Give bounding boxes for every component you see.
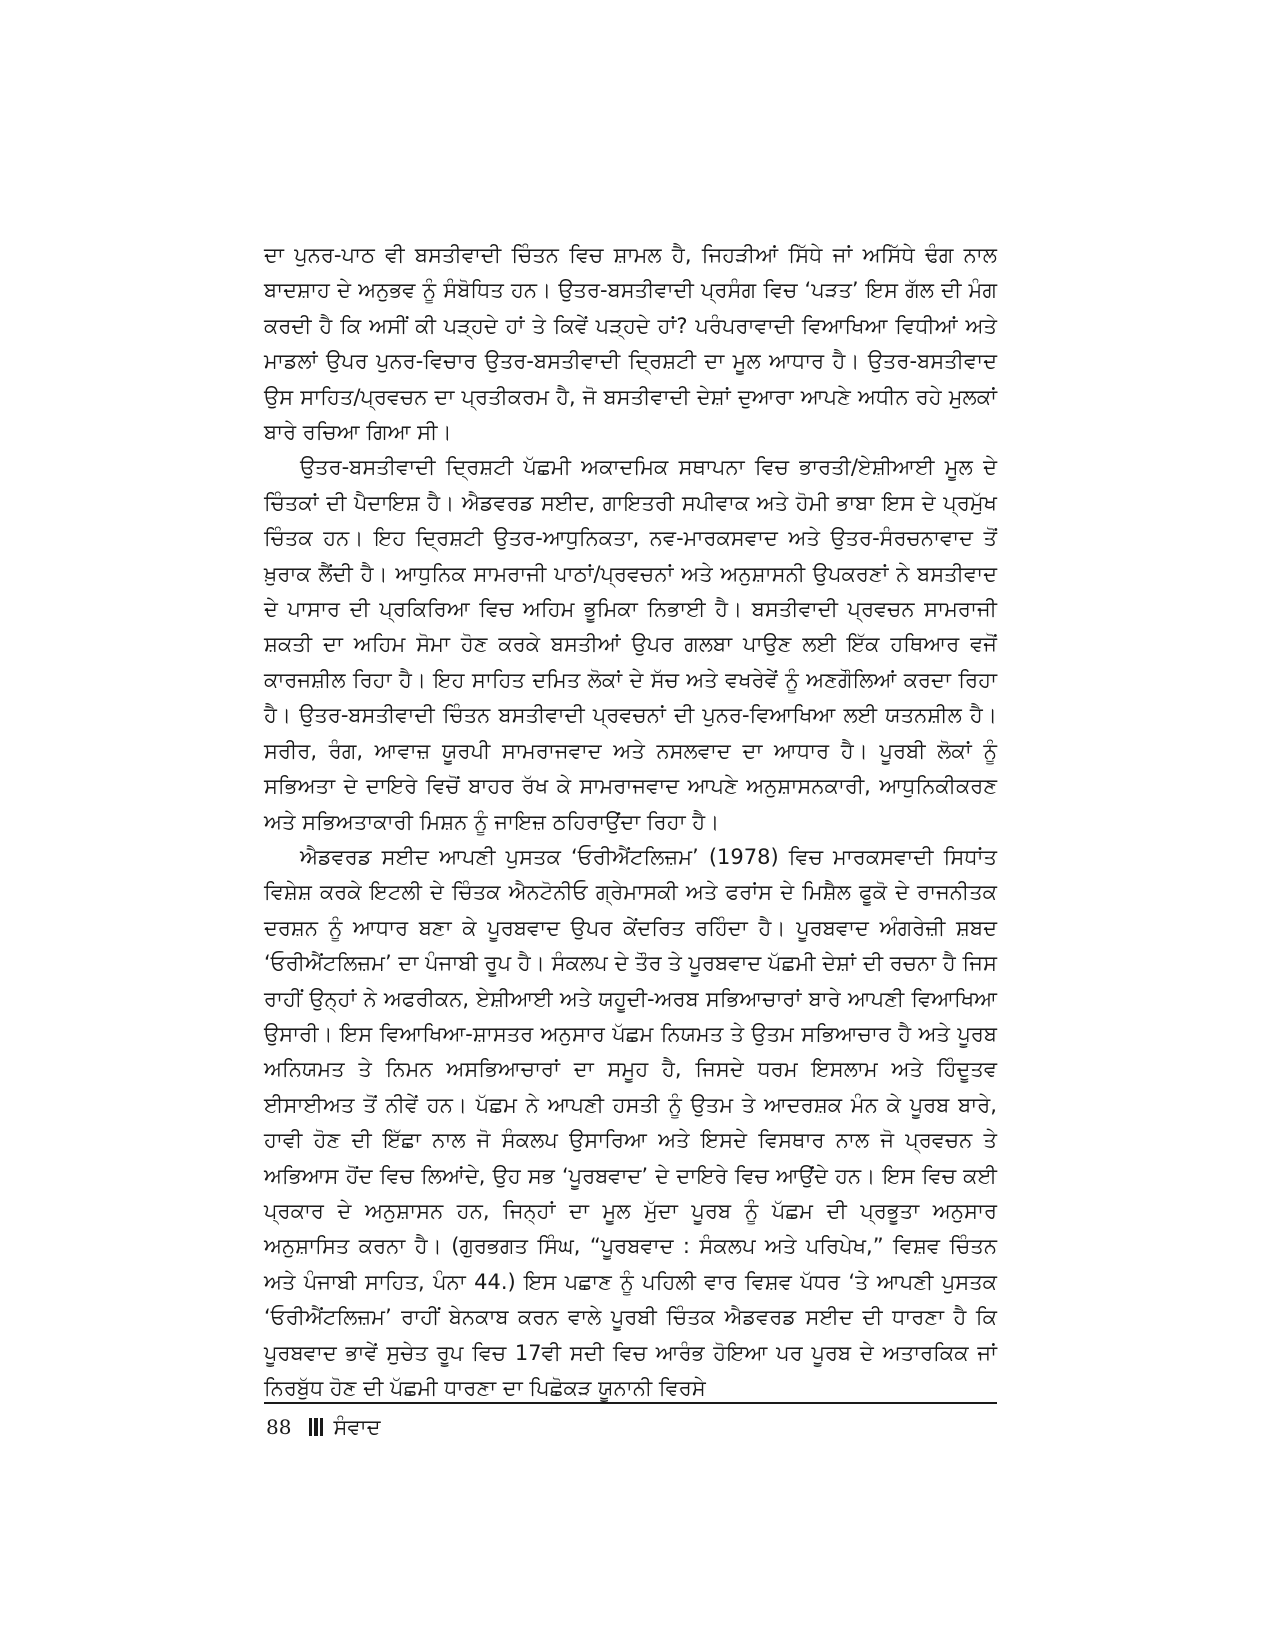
running-title: ਸੰਵਾਦ — [333, 1414, 381, 1439]
paragraph-2: ਉਤਰ-ਬਸਤੀਵਾਦੀ ਦ੍ਰਿਸ਼ਟੀ ਪੱਛਮੀ ਅਕਾਦਮਿਕ ਸਥਾਪਨਾ ਵਿਚ ਭਾਰਤੀ/ਏਸ਼ੀਆਈ ਮੂਲ ਦੇ ਚਿੰਤਕਾਂ ਦੀ ਪੈਦਾਇਸ਼ ਹੈ। ਐਡਵਰਡ ਸਈਦ, ਗਾਇਤਰੀ ਸਪੀਵਾਕ ਅਤੇ ਹੋਮੀ ਭਾਬਾ ਇਸ ਦੇ ਪ੍ਰਮੁੱਖ ਚਿੰਤਕ ਹਨ। ਇਹ ਦ੍ਰਿਸ਼ਟੀ ਉਤਰ-ਆਧੁਨਿਕਤਾ, ਨਵ-ਮਾਰਕਸਵਾਦ ਅਤੇ ਉਤਰ-ਸੰਰਚਨਾਵਾਦ ਤੋਂ ਖ਼ੁਰਾਕ ਲੈਂਦੀ ਹੈ। ਆਧੁਨਿਕ ਸਾਮਰਾਜੀ ਪਾਠਾਂ/ਪ੍ਰਵਚਨਾਂ ਅਤੇ ਅਨੁਸ਼ਾਸਨੀ ਉਪਕਰਣਾਂ ਨੇ ਬਸਤੀਵਾਦ ਦੇ ਪਾਸਾਰ ਦੀ ਪ੍ਰਕਿਰਿਆ ਵਿਚ ਅਹਿਮ ਭੂਮਿਕਾ ਨਿਭਾਈ ਹੈ। ਬਸਤੀਵਾਦੀ ਪ੍ਰਵਚਨ ਸਾਮਰਾਜੀ ਸ਼ਕਤੀ ਦਾ ਅਹਿਮ ਸੋਮਾ ਹੋਣ ਕਰਕੇ ਬਸਤੀਆਂ ਉਪਰ ਗਲਬਾ ਪਾਉਣ ਲਈ ਇੱਕ ਹਥਿਆਰ ਵਜੋਂ ਕਾਰਜਸ਼ੀਲ ਰਿਹਾ ਹੈ। ਇਹ ਸਾਹਿਤ ਦਮਿਤ ਲੋਕਾਂ ਦੇ ਸੱਚ ਅਤੇ ਵਖਰੇਵੇਂ ਨੂੰ ਅਣਗੌਲਿਆਂ ਕਰਦਾ ਰਿਹਾ ਹੈ। ਉਤਰ-ਬਸਤੀਵਾਦੀ ਚਿੰਤਨ ਬਸਤੀਵਾਦੀ ਪ੍ਰਵਚਨਾਂ ਦੀ ਪੁਨਰ-ਵਿਆਖਿਆ ਲਈ ਯਤਨਸ਼ੀਲ ਹੈ। ਸਰੀਰ, ਰੰਗ, ਆਵਾਜ਼ ਯੂਰਪੀ ਸਾਮਰਾਜਵਾਦ ਅਤੇ ਨਸਲਵਾਦ ਦਾ ਆਧਾਰ ਹੈ। ਪੂਰਬੀ ਲੋਕਾਂ ਨੂੰ ਸਭਿਅਤਾ ਦੇ ਦਾਇਰੇ ਵਿਚੋਂ ਬਾਹਰ ਰੱਖ ਕੇ ਸਾਮਰਾਜਵਾਦ ਆਪਣੇ ਅਨੁਸ਼ਾਸਨਕਾਰੀ, ਆਧੁਨਿਕੀਕਰਣ ਅਤੇ ਸਭਿਅਤਾਕਾਰੀ ਮਿਸ਼ਨ ਨੂੰ ਜਾਇਜ਼ ਠਹਿਰਾਉਂਦਾ ਰਿਹਾ ਹੈ। — [264, 455, 997, 834]
paragraph-3: ਐਡਵਰਡ ਸਈਦ ਆਪਣੀ ਪੁਸਤਕ ‘ਓਰੀਐਂਟਲਿਜ਼ਮ’ (1978) ਵਿਚ ਮਾਰਕਸਵਾਦੀ ਸਿਧਾਂਤ ਵਿਸ਼ੇਸ਼ ਕਰਕੇ ਇਟਲੀ ਦੇ ਚਿੰਤਕ ਐਨਟੋਨੀਓ ਗ੍ਰੇਮਾਸਕੀ ਅਤੇ ਫਰਾਂਸ ਦੇ ਮਿਸ਼ੈਲ ਫੂਕੋ ਦੇ ਰਾਜਨੀਤਕ ਦਰਸ਼ਨ ਨੂੰ ਆਧਾਰ ਬਣਾ ਕੇ ਪੂਰਬਵਾਦ ਉਪਰ ਕੇਂਦਰਿਤ ਰਹਿੰਦਾ ਹੈ। ਪੂਰਬਵਾਦ ਅੰਗਰੇਜ਼ੀ ਸ਼ਬਦ ‘ਓਰੀਐਂਟਲਿਜ਼ਮ’ ਦਾ ਪੰਜਾਬੀ ਰੂਪ ਹੈ। ਸੰਕਲਪ ਦੇ ਤੌਰ ਤੇ ਪੂਰਬਵਾਦ ਪੱਛਮੀ ਦੇਸ਼ਾਂ ਦੀ ਰਚਨਾ ਹੈ ਜਿਸ ਰਾਹੀਂ ਉਨ੍ਹਾਂ ਨੇ ਅਫਰੀਕਨ, ਏਸ਼ੀਆਈ ਅਤੇ ਯਹੂਦੀ-ਅਰਬ ਸਭਿਆਚਾਰਾਂ ਬਾਰੇ ਆਪਣੀ ਵਿਆਖਿਆ ਉਸਾਰੀ। ਇਸ ਵਿਆਖਿਆ-ਸ਼ਾਸਤਰ ਅਨੁਸਾਰ ਪੱਛਮ ਨਿਯਮਤ ਤੇ ਉਤਮ ਸਭਿਆਚਾਰ ਹੈ ਅਤੇ ਪੂਰਬ ਅਨਿਯਮਤ ਤੇ ਨਿਮਨ ਅਸਭਿਆਚਾਰਾਂ ਦਾ ਸਮੂਹ ਹੈ, ਜਿਸਦੇ ਧਰਮ ਇਸਲਾਮ ਅਤੇ ਹਿੰਦੂਤਵ ਈਸਾਈਅਤ ਤੋਂ ਨੀਵੇਂ ਹਨ। ਪੱਛਮ ਨੇ ਆਪਣੀ ਹਸਤੀ ਨੂੰ ਉਤਮ ਤੇ ਆਦਰਸ਼ਕ ਮੰਨ ਕੇ ਪੂਰਬ ਬਾਰੇ, ਹਾਵੀ ਹੋਣ ਦੀ ਇੱਛਾ ਨਾਲ ਜੋ ਸੰਕਲਪ ਉਸਾਰਿਆ ਅਤੇ ਇਸਦੇ ਵਿਸਥਾਰ ਨਾਲ ਜੋ ਪ੍ਰਵਚਨ ਤੇ ਅਭਿਆਸ ਹੋਂਦ ਵਿਚ ਲਿਆਂਦੇ, ਉਹ ਸਭ ‘ਪੂਰਬਵਾਦ’ ਦੇ ਦਾਇਰੇ ਵਿਚ ਆਉਂਦੇ ਹਨ। ਇਸ ਵਿਚ ਕਈ ਪ੍ਰਕਾਰ ਦੇ ਅਨੁਸ਼ਾਸਨ ਹਨ, ਜਿਨ੍ਹਾਂ ਦਾ ਮੂਲ ਮੁੱਦਾ ਪੂਰਬ ਨੂੰ ਪੱਛਮ ਦੀ ਪ੍ਰਭੂਤਾ ਅਨੁਸਾਰ ਅਨੁਸ਼ਾਸਿਤ ਕਰਨਾ ਹੈ। (ਗੁਰਭਗਤ ਸਿੰਘ, “ਪੂਰਬਵਾਦ : ਸੰਕਲਪ ਅਤੇ ਪਰਿਪੇਖ,” ਵਿਸ਼ਵ ਚਿੰਤਨ ਅਤੇ ਪੰਜਾਬੀ ਸਾਹਿਤ, ਪੰਨਾ 44.) ਇਸ ਪਛਾਣ ਨੂੰ ਪਹਿਲੀ ਵਾਰ ਵਿਸ਼ਵ ਪੱਧਰ ‘ਤੇ ਆਪਣੀ ਪੁਸਤਕ ‘ਓਰੀਐਂਟਲਿਜ਼ਮ’ ਰਾਹੀਂ ਬੇਨਕਾਬ ਕਰਨ ਵਾਲੇ ਪੂਰਬੀ ਚਿੰਤਕ ਐਡਵਰਡ ਸਈਦ ਦੀ ਧਾਰਣਾ ਹੈ ਕਿ ਪੂਰਬਵਾਦ ਭਾਵੇਂ ਸੁਚੇਤ ਰੂਪ ਵਿਚ 17ਵੀ ਸਦੀ ਵਿਚ ਆਰੰਭ ਹੋਇਆ ਪਰ ਪੂਰਬ ਦੇ ਅਤਾਰਕਿਕ ਜਾਂ ਨਿਰਬੁੱਧ ਹੋਣ ਦੀ ਪੱਛਮੀ ਧਾਰਣਾ ਦਾ ਪਿਛੋਕੜ ਯੂਨਾਨੀ ਵਿਰਸੇ — [264, 844, 997, 1400]
footer-rule — [264, 1402, 997, 1404]
page-number: 88 — [266, 1415, 292, 1439]
paragraph-1: ਦਾ ਪੁਨਰ-ਪਾਠ ਵੀ ਬਸਤੀਵਾਦੀ ਚਿੰਤਨ ਵਿਚ ਸ਼ਾਮਲ ਹੈ, ਜਿਹੜੀਆਂ ਸਿੱਧੇ ਜਾਂ ਅਸਿੱਧੇ ਢੰਗ ਨਾਲ ਬਾਦਸ਼ਾਹ ਦੇ ਅਨੁਭਵ ਨੂੰ ਸੰਬੋਧਿਤ ਹਨ। ਉਤਰ-ਬਸਤੀਵਾਦੀ ਪ੍ਰਸੰਗ ਵਿਚ ‘ਪੜਤ’ ਇਸ ਗੱਲ ਦੀ ਮੰਗ ਕਰਦੀ ਹੈ ਕਿ ਅਸੀਂ ਕੀ ਪੜ੍ਹਦੇ ਹਾਂ ਤੇ ਕਿਵੇਂ ਪੜ੍ਹਦੇ ਹਾਂ? ਪਰੰਪਰਾਵਾਦੀ ਵਿਆਖਿਆ ਵਿਧੀਆਂ ਅਤੇ ਮਾਡਲਾਂ ਉਪਰ ਪੁਨਰ-ਵਿਚਾਰ ਉਤਰ-ਬਸਤੀਵਾਦੀ ਦ੍ਰਿਸ਼ਟੀ ਦਾ ਮੂਲ ਆਧਾਰ ਹੈ। ਉਤਰ-ਬਸਤੀਵਾਦ ਉਸ ਸਾਹਿਤ/ਪ੍ਰਵਚਨ ਦਾ ਪ੍ਰਤੀਕਰਮ ਹੈ, ਜੋ ਬਸਤੀਵਾਦੀ ਦੇਸ਼ਾਂ ਦੁਆਰਾ ਆਪਣੇ ਅਧੀਨ ਰਹੇ ਮੁਲਕਾਂ ਬਾਰੇ ਰਚਿਆ ਗਿਆ ਸੀ। — [264, 243, 997, 445]
body-text — [264, 238, 997, 1406]
page-footer — [266, 1412, 381, 1442]
triple-bar-icon — [309, 1418, 325, 1436]
